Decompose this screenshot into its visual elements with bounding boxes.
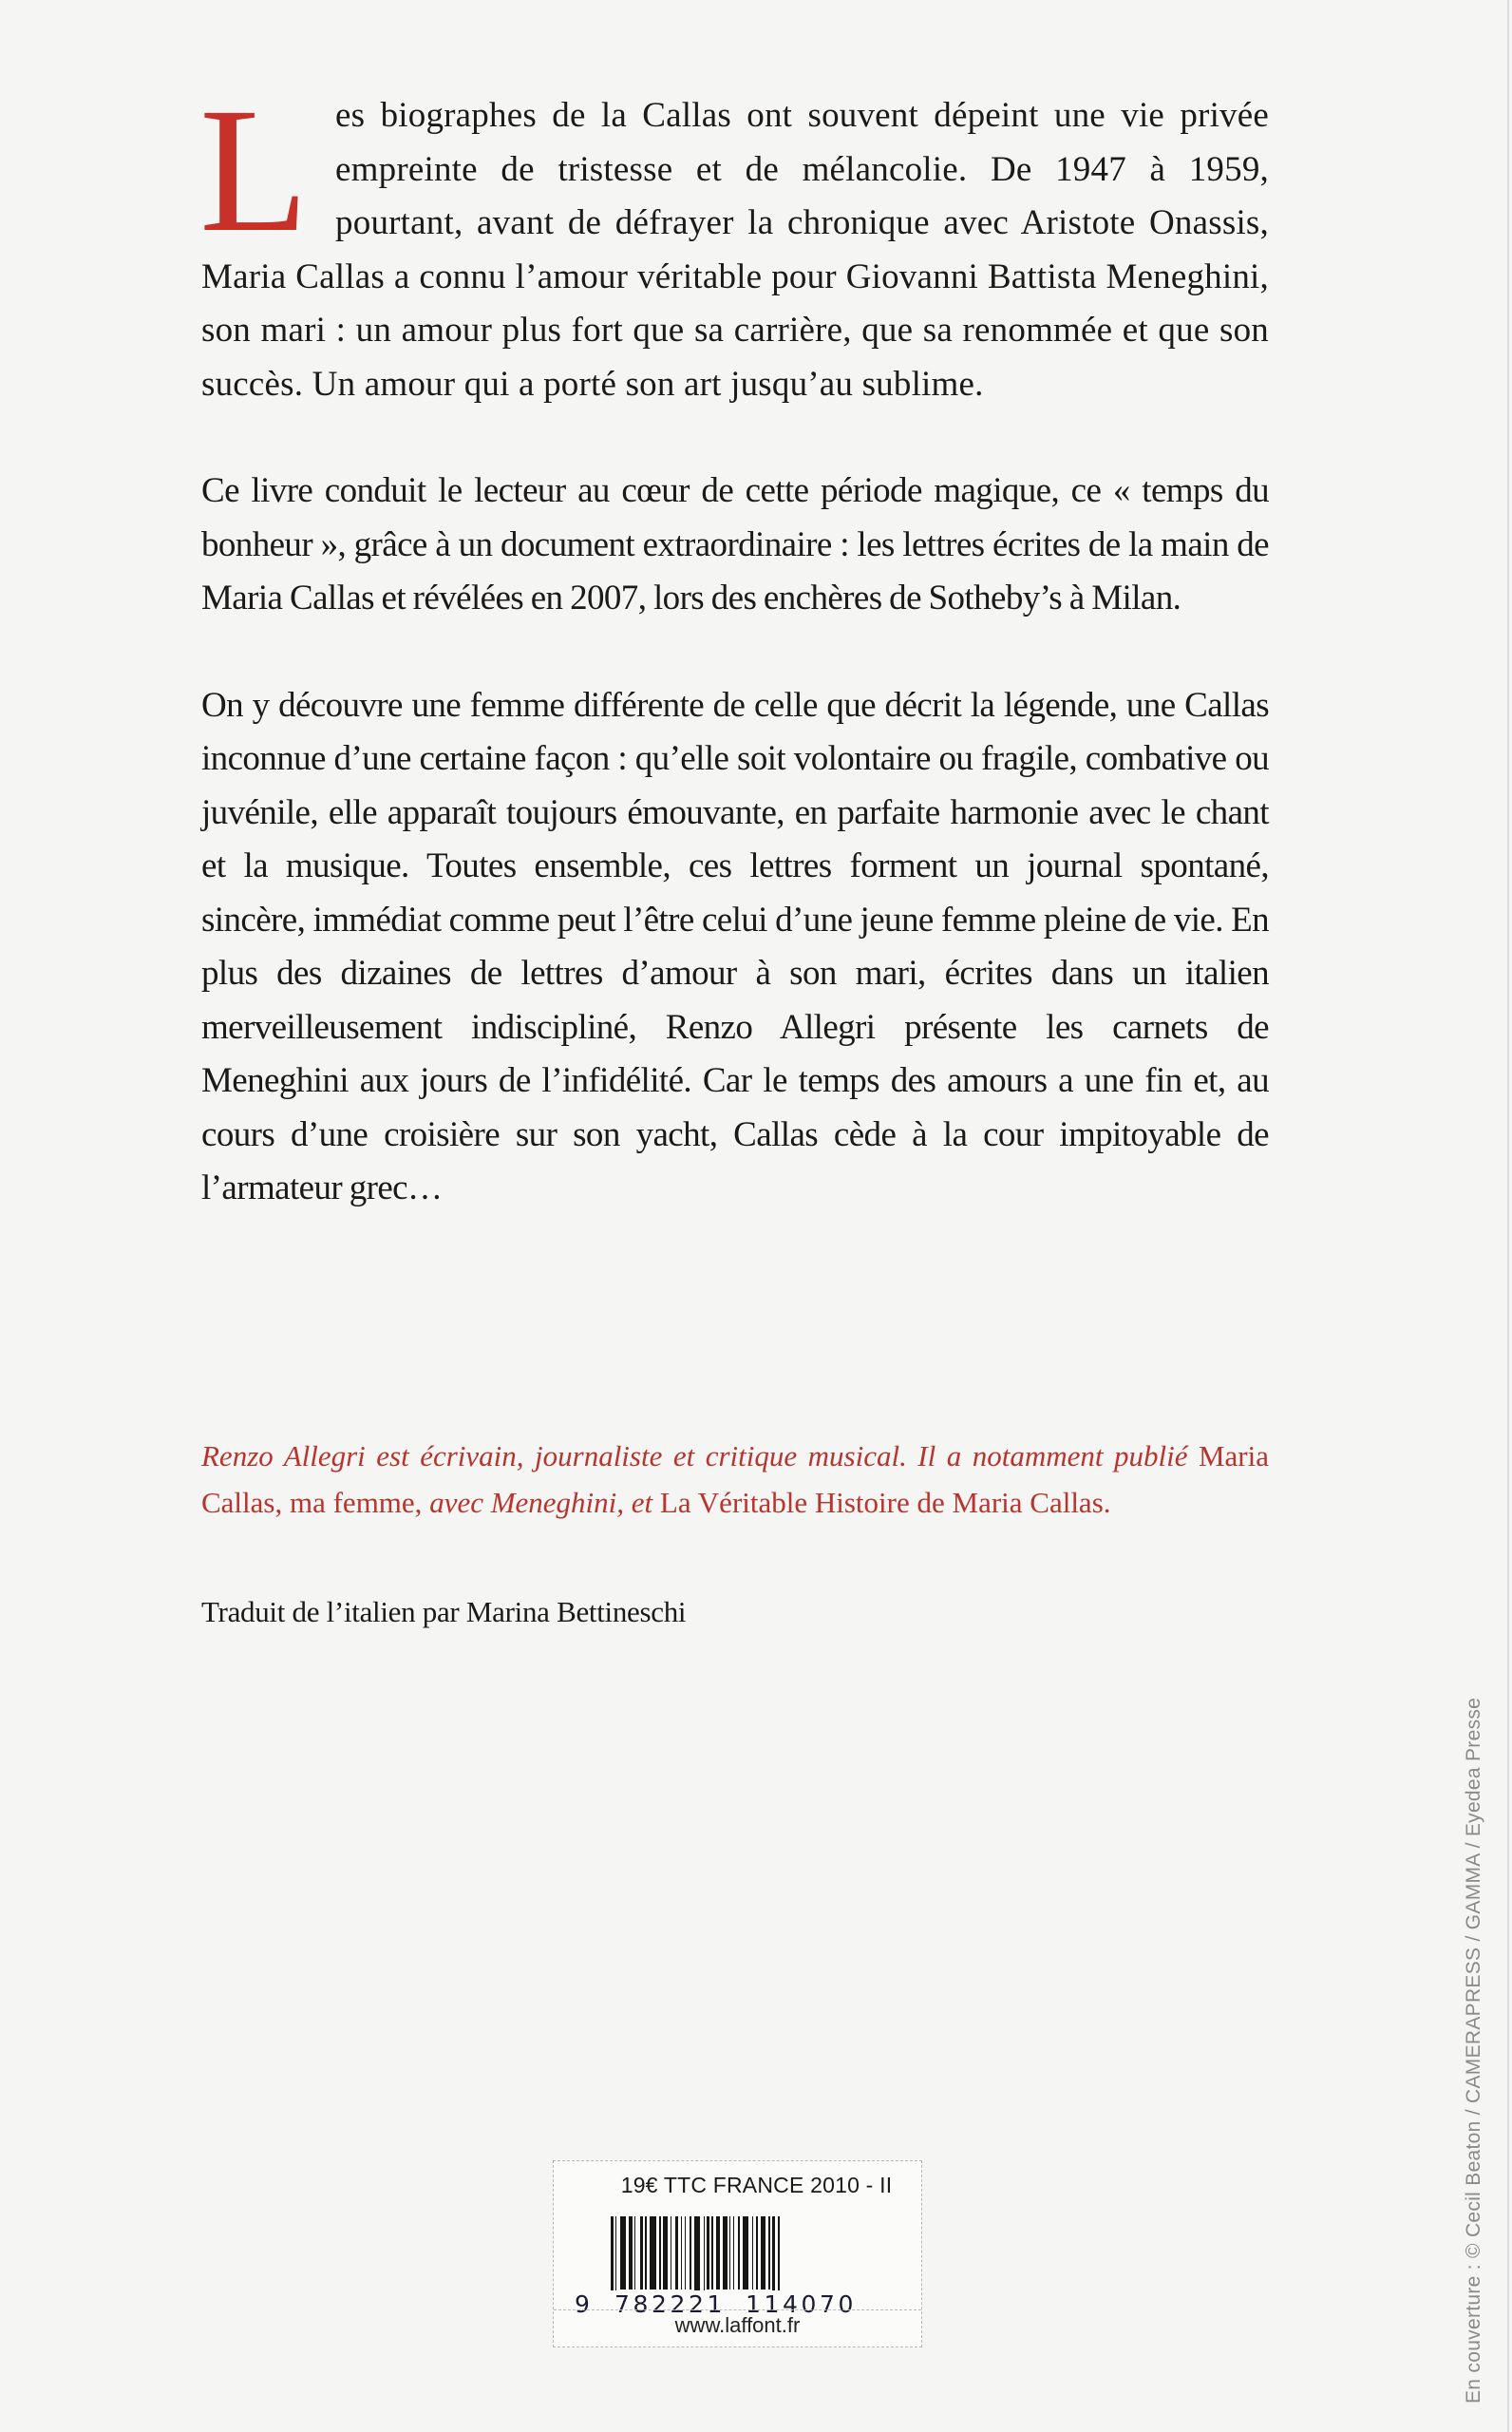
drop-cap: L [199,70,310,269]
price-label: 19€ TTC FRANCE 2010 - II [620,2173,893,2197]
blurb [199,70,1269,1269]
book-title-1: Maria Callas, ma femme, [201,1439,1269,1519]
paragraph-intro [199,70,1269,411]
paragraph-1-text: es biographes de la Callas ont souvent dépeint une vie privée empreinte de tristesse et de mélancolie. De 1947 à 1959, pourtant, avant de défrayer la chronique avec Aristote Onassis, Maria Callas a connu l’amour véritable pour Giovanni Battista Meneghini, son mari : un amour plus fort que sa carrière, que sa renommée et que son succès. Un amour qui a porté son art jusqu’au sublime. [201,96,1269,404]
isbn-group-2: 114070 [736,2290,886,2318]
barcode-divider [554,2309,921,2310]
author-bio-italic-2: avec Meneghini, et [422,1486,653,1519]
barcode-panel [553,2160,922,2347]
paragraph-3: On y découvre une femme différente de celle que décrit la légende, une Callas inconnue d’une certaine façon : qu’elle soit volontaire ou fragile, combative ou juvénile, elle apparaît toujours émouvante, en parfaite harmonie avec le chant et la musique. Toutes ensemble, ces lettres forment un journal spontané, sincère, immédiat comme peut l’être celui d’une jeune femme pleine de vie. En plus des dizaines de lettres d’amour à son mari, écrites dans un italien merveilleusement indiscipliné, Renzo Allegri présente les carnets de Meneghini aux jours de l’infidélité. Car le temps des amours a une fin et, au cours d’une croisière sur son yacht, Callas cède à la cour impitoyable de l’armateur grec… [201,685,1269,1207]
isbn-lead-digit: 9 [575,2290,594,2318]
isbn-group-1: 782221 [609,2290,736,2318]
author-bio-italic-1: Renzo Allegri est écrivain, journaliste et critique musical. Il a notamment publié [201,1439,1188,1472]
page-edge [1507,0,1509,2432]
paragraph-2: Ce livre conduit le lecteur au cœur de cette période magique, ce « temps du bonheur », grâce à un document extraordinaire : les lettres écrites de la main de Maria Callas et révélées en 2007, lors des enchères de Sotheby’s à Milan. [201,471,1269,618]
translator-credit: Traduit de l’italien par Marina Bettineschi [201,1595,687,1628]
cover-photo-credit: En couverture : © Cecil Beaton / CAMERAPRESS / GAMMA / Eyedea Presse [1463,1697,1484,2404]
publisher-url: www.laffont.fr [674,2313,801,2337]
book-title-2: La Véritable Histoire de Maria Callas. [652,1486,1111,1519]
author-bio [201,1433,1269,1526]
